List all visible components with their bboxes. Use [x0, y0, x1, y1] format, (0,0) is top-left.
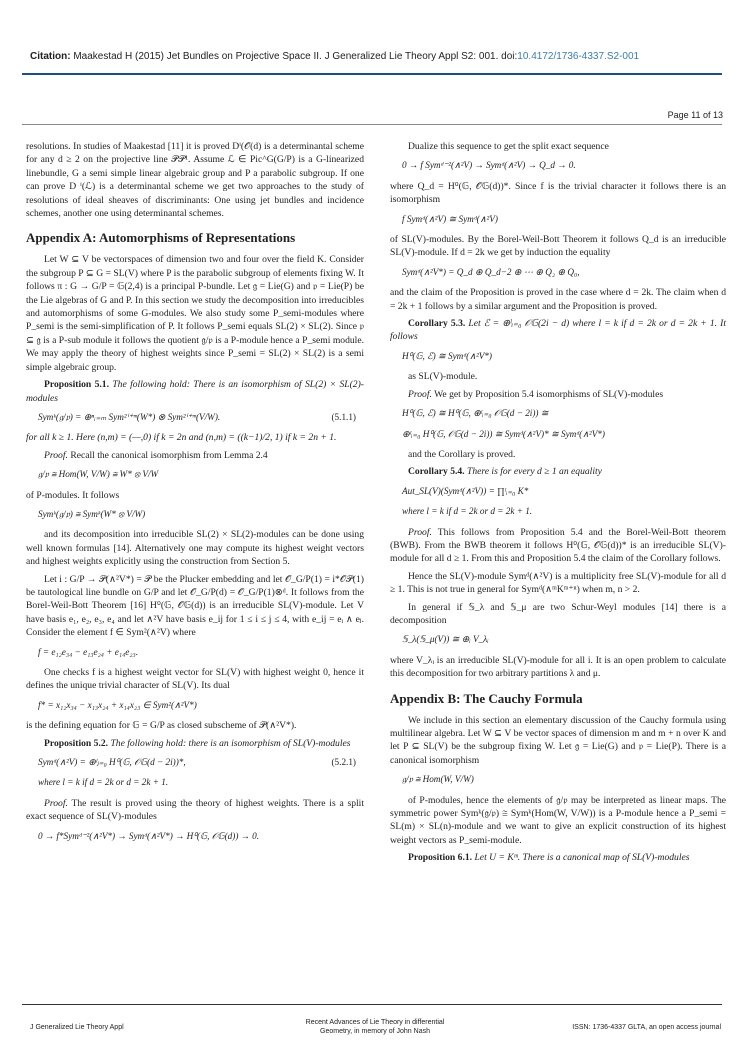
proposition-text: Let U = Kᵐ. There is a canonical map of SL(V)-modules: [474, 852, 690, 864]
equation: f = e₁₂e₃₄ − e₁₃e₂₄ + e₁₄e₂₃.: [38, 646, 139, 657]
paragraph: Hence the SL(V)-module Symᵈ(∧²V) is a multiplicity free SL(V)-module for all d ≥ 1. This is not true in general for Symᵈ(∧ᵐKᵐ⁺ⁿ) when m, n > 2.: [390, 570, 726, 596]
proof-label: Proof.: [44, 449, 68, 461]
proposition-text: The following hold: There is an isomorphism of SL(2) × SL(2)-modules: [26, 379, 364, 404]
proposition-5-1: [26, 378, 364, 405]
corollary-5-3: [390, 317, 726, 344]
equation: f* = x₁₂x₃₄ − x₁₃x₂₄ + x₁₄x₂₃ ∈ Sym²(∧²V*): [38, 699, 197, 710]
equation: Aut_SL(V)(Symᵈ(∧²V)) = ∏ˡᵢ₌₀ K*: [402, 485, 529, 496]
equation-condition: where l = k if d = 2k or d = 2k + 1.: [38, 777, 169, 788]
equation-condition: where l = k if d = 2k or d = 2k + 1.: [402, 506, 533, 517]
equation-body: Symᵏ(𝔤/𝔭) = ⊕ⁿᵢ₌ₘ Sym²ⁱ⁺ᵐ(W*) ⊗ Sym²ⁱ⁺ᵐ(V/W).: [38, 411, 221, 422]
equation-number: (5.1.1): [331, 411, 356, 422]
proposition-label: Proposition 6.1.: [408, 852, 473, 864]
proof-text: We get by Proposition 5.4 isomorphisms of SL(V)-modules: [434, 388, 664, 400]
equation-5-2-1: [38, 756, 364, 769]
page-number: Page 11 of 13: [667, 110, 723, 120]
paragraph: and the claim of the Proposition is proved in the case where d = 2k. The claim when d = 2k + 1 follows by a similar argument and the Proposition is proved.: [390, 287, 726, 312]
paragraph: as SL(V)-module.: [408, 371, 478, 383]
equation: 𝔤/𝔭 ≅ Hom(W, V/W): [402, 774, 474, 785]
paragraph: of SL(V)-modules. By the Borel-Weil-Bott Theorem it follows Q_d is an irreducible SL(V)-module. If d = 2k we get by induction the equality: [390, 234, 726, 259]
header-thin-rule: [22, 124, 722, 125]
footer-journal: J Generalized Lie Theory Appl: [30, 1024, 124, 1031]
corollary-text: Let ℰ = ⊕ˡᵢ₌₀ 𝒪𝔾(2i − d) where l = k if d = 2k or d = 2k + 1. It follows: [390, 318, 726, 343]
proof-label: Proof.: [408, 526, 432, 538]
footer-issue-title: Recent Advances of Lie Theory in differential Geometry, in memory of John Nash: [305, 1019, 445, 1035]
equation: 𝕊_λ(𝕊_μ(V)) ≅ ⊕ᵢ V_λᵢ: [402, 634, 489, 645]
paragraph: Dualize this sequence to get the split exact sequence: [408, 141, 609, 152]
equation: f Symᵈ(∧²V) ≅ Symᵈ(∧²V): [402, 213, 498, 224]
proof: [26, 797, 364, 824]
paragraph: and the Corollary is proved.: [408, 448, 516, 460]
header-rule: [22, 73, 722, 75]
equation: ⊕ˡᵢ₌₀ H⁰(𝔾, 𝒪𝔾(d − 2i)) ≅ Symᵈ(∧²V)* ≅ Symᵈ(∧²V*): [402, 428, 605, 439]
section-heading-appendix-a: Appendix A: Automorphisms of Representations: [26, 230, 296, 246]
paragraph: of P-modules. It follows: [26, 489, 120, 501]
citation-label: Citation:: [30, 51, 71, 62]
paragraph: where Q_d = H⁰(𝔾, 𝒪𝔾(d))*. Since f is the trivial character it follows there is an isomorphism: [390, 180, 726, 206]
paragraph: of P-modules, hence the elements of 𝔤/𝔭 may be interpreted as linear maps. The symmetric power Symᵏ(𝔤/𝔭) ≅ Symᵏ(Hom(W, V/W)) is a P-module hence a P_semi = SL(m) × SL(n)-module and we want to give an explicit construction of its highest weight vectors as P_semi-module.: [390, 794, 726, 846]
proof-text: The result is proved using the theory of highest weights. There is a split exact sequence of SL(V)-modules: [26, 797, 364, 823]
proof-text: This follows from Proposition 5.4 and the Borel-Weil-Bott theorem (BWB). From the BWB theorem it follows H⁰(𝔾, 𝒪𝔾(d))* is an irreducible SL(V)-module for all d ≥ 1. From this and Proposition 5.4 the claim of the Corollary follows.: [390, 526, 726, 565]
citation-line: [30, 50, 720, 63]
right-column: [390, 140, 726, 869]
corollary-text: There is for every d ≥ 1 an equality: [467, 466, 602, 478]
paragraph: We include in this section an elementary discussion of the Cauchy formula using multilinear algebra. Let W ⊆ V be vector spaces of dimension m and m + n over K and let P ⊆ SL(V) be the subgroup fixing W. Let 𝔤 = Lie(G) and 𝔭 = Lie(P). There is a canonical isomorphism: [390, 714, 726, 766]
proposition-label: Proposition 5.2.: [44, 737, 109, 749]
equation: Symᵏ(𝔤/𝔭) ≅ Symᵏ(W* ⊗ V/W): [38, 508, 146, 519]
equation-body: Symᵈ(∧²V) = ⊕ˡⱼ₌₀ H⁰(𝔾, 𝒪𝔾(d − 2i))*,: [38, 757, 186, 768]
paragraph: Let W ⊆ V be vectorspaces of dimension two and four over the field K. Consider the subgroup P ⊆ G = SL(V) where P is the parabolic subgroup of elements fixing W. It follows π : G → G/P = 𝔾(2,4) is a principal P-bundle. Let 𝔤 = Lie(G) and 𝔭 = Lie(P) be the Lie algebras of G and P. In this section we study the decomposition into irreducibles and automorphisms of some G-modules. We also study some P_semi-modules where P_semi is the semi-simplification of P. It follows P_semi equals SL(2) × SL(2). Since 𝔭 ⊆ 𝔤 is a P-sub module it follows the quotient 𝔤/𝔭 is a P-module hence a P_semi module. We may apply the theory of highest weights since P_semi = SL(2) × SL(2) is a semi simple algebraic group.: [26, 254, 364, 373]
paragraph: is the defining equation for 𝔾 = G/P as closed subscheme of 𝒫(∧²V*).: [26, 720, 297, 732]
proof: [26, 449, 364, 462]
proposition-label: Proposition 5.1.: [44, 379, 109, 391]
paragraph: and its decomposition into irreducible SL(2) × SL(2)-modules can be done using well known formulas [14]. Alternatively one may compute its highest weight vectors and highest weights explicitly using the construction from Section 5.: [26, 529, 364, 568]
proof: [390, 526, 726, 566]
proposition-text: The following hold: there is an isomorphism of SL(V)-modules: [110, 737, 351, 749]
equation: 0 → f Symᵈ⁻²(∧²V) → Symᵈ(∧²V) → Q_d → 0.: [402, 160, 576, 171]
doi-link[interactable]: 10.4172/1736-4337.S2-001: [517, 51, 640, 62]
footer-issn: ISSN: 1736-4337 GLTA, an open access journal: [572, 1024, 721, 1031]
equation-5-1-1: [38, 411, 364, 424]
equation: 𝔤/𝔭 ≅ Hom(W, V/W) ≅ W* ⊗ V/W: [38, 469, 159, 480]
paragraph: where V_λᵢ is an irreducible SL(V)-module for all i. It is an open problem to calculate this decomposition for two arbitrary partitions λ and μ.: [390, 654, 726, 680]
paragraph: In general if 𝕊_λ and 𝕊_μ are two Schur-Weyl modules [14] there is a decomposition: [390, 601, 726, 626]
corollary-label: Corollary 5.3.: [408, 318, 466, 330]
equation-number: (5.2.1): [331, 757, 356, 768]
paragraph: resolutions. In studies of Maakestad [11] it is proved Dⁱ(𝒪(d) is a determinantal scheme for any d ≥ 2 on the projective line 𝒫𝒫¹. Assume ℒ ∈ Pic^G(G/P) is a G-linearized linebundle, G a semi simple linear algebraic group and P a parabolic subgroup. If one can prove D ⁱ(ℒ) is a determinantal scheme we get two approaches to the study of resolutions of ideal sheaves of discriminants: One using jet bundles and incidence schemes, another one using determinantal schemes.: [26, 141, 364, 220]
paragraph: Let i : G/P → 𝒫(∧²V*) = 𝒫 be the Plucker embedding and let 𝒪_G/P(1) = i*𝒪𝒫(1) be tautological line bundle on G/P and let 𝒪_G/P(d) = 𝒪_G/P(1)⊗ᵈ. It follows from the Borel-Weil-Bott Theorem [16] H⁰(𝔾, 𝒪𝔾(d)) is an irreducible SL(V)-module. Let V have basis e₁, e₂, e₃, e₄ and let ∧²V have basis e_ij for 1 ≤ i ≤ j ≤ 4, with e_ij = eᵢ ∧ eⱼ. Consider the element f ∈ Sym²(∧²V) where: [26, 573, 364, 639]
equation: Symᵈ(∧²V*) = Q_d ⊕ Q_d−2 ⊕ ⋯ ⊕ Q₂ ⊕ Q₀,: [402, 266, 580, 277]
footer-rule: [22, 1004, 722, 1005]
left-column: [26, 140, 364, 850]
proposition-5-2: [26, 737, 364, 750]
proof: [390, 388, 726, 401]
corollary-5-4: [390, 465, 726, 478]
section-heading-appendix-b: Appendix B: The Cauchy Formula: [390, 690, 583, 706]
proof-label: Proof.: [408, 388, 432, 400]
paragraph: for all k ≥ 1. Here (n,m) = (—,0) if k = 2n and (n,m) = ((k−1)/2, 1) if k = 2n + 1.: [26, 432, 337, 444]
paragraph: One checks f is a highest weight vector for SL(V) with highest weight 0, hence it defines the unique trivial character of SL(V). Its dual: [26, 667, 364, 692]
equation: H⁰(𝔾, ℰ) ≅ H⁰(𝔾, ⊕ˡᵢ₌₀ 𝒪𝔾(d − 2i)) ≅: [402, 408, 549, 419]
proof-text: Recall the canonical isomorphism from Lemma 2.4: [70, 449, 268, 461]
proof-label: Proof.: [44, 797, 68, 809]
corollary-label: Corollary 5.4.: [408, 466, 465, 478]
equation: 0 → f*Symᵈ⁻²(∧²V*) → Symᵈ(∧²V*) → H⁰(𝔾, 𝒪𝔾(d)) → 0.: [38, 830, 260, 841]
proposition-6-1: [390, 851, 726, 864]
equation: H⁰(𝔾, ℰ) ≅ Symᵈ(∧²V*): [402, 350, 492, 361]
citation-text: Maakestad H (2015) Jet Bundles on Projective Space II. J Generalized Lie Theory Appl S2: 001. doi:: [73, 51, 518, 62]
